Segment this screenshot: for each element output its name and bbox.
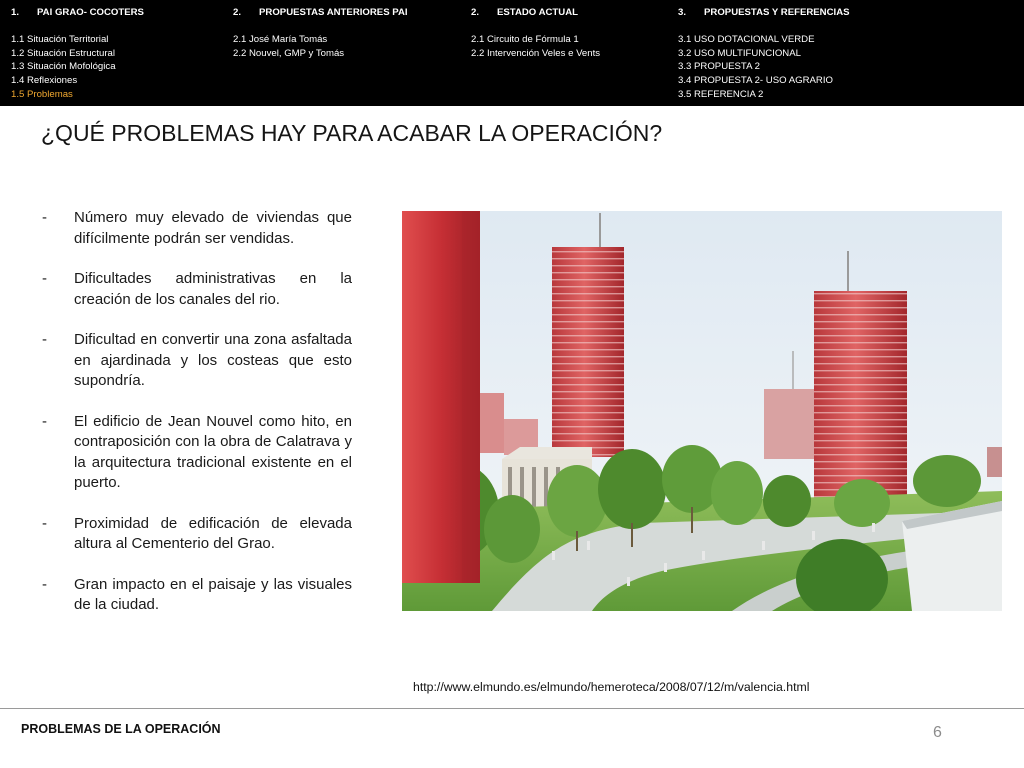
problem-item: [42, 208, 352, 249]
problem-text: Dificultad en convertir una zona asfaltada en ajardinada y los costeas que esto supondría.: [74, 331, 352, 389]
problem-text: Número muy elevado de viviendas que difícilmente podrán ser vendidas.: [74, 209, 352, 247]
architectural-rendering-image: [402, 211, 1002, 611]
nav-item[interactable]: 3.5 REFERENCIA 2: [678, 88, 764, 100]
nav-item[interactable]: 3.3 PROPUESTA 2: [678, 61, 760, 73]
nav-item[interactable]: 2.1 José María Tomás: [233, 34, 328, 46]
bullet-dash: -: [42, 270, 47, 287]
problem-item: [42, 575, 352, 616]
nav-item[interactable]: 1.3 Situación Mofológica: [11, 61, 116, 73]
nav-item-active[interactable]: 1.5 Problemas: [11, 88, 73, 100]
nav-section-title: PROPUESTAS Y REFERENCIAS: [704, 7, 850, 18]
problem-text: El edificio de Jean Nouvel como hito, en contraposición con la obra de Calatrava y la arquitectura tradicional existente en el puerto.: [74, 412, 352, 491]
nav-section-number: 2.: [471, 7, 480, 18]
problem-item: [42, 269, 352, 310]
nav-section-heading[interactable]: [471, 6, 600, 20]
nav-item[interactable]: 1.4 Reflexiones: [11, 74, 78, 86]
nav-section-title: PROPUESTAS ANTERIORES PAI: [259, 7, 408, 18]
nav-item[interactable]: 1.1 Situación Territorial: [11, 34, 109, 46]
nav-section-title: PAI GRAO- COCOTERS: [37, 7, 144, 18]
nav-item[interactable]: 3.4 PROPUESTA 2- USO AGRARIO: [678, 74, 833, 86]
problem-text: Proximidad de edificación de elevada altura al Cementerio del Grao.: [74, 514, 352, 552]
nav-section-heading[interactable]: [678, 6, 850, 20]
nav-section-number: 2.: [233, 7, 242, 18]
nav-section-heading[interactable]: [233, 6, 408, 20]
nav-section-title: ESTADO ACTUAL: [497, 7, 579, 18]
nav-section-heading[interactable]: [11, 6, 144, 20]
top-nav-bar: [0, 0, 1024, 106]
bullet-dash: -: [42, 575, 47, 593]
problem-item: [42, 412, 352, 494]
problem-item: [42, 330, 352, 392]
nav-item[interactable]: 3.2 USO MULTIFUNCIONAL: [678, 47, 801, 59]
page-number: 6: [933, 724, 942, 741]
nav-item[interactable]: 1.2 Situación Estructural: [11, 47, 115, 59]
nav-section-2: [233, 6, 408, 60]
nav-item[interactable]: 2.1 Circuito de Fórmula 1: [471, 34, 579, 46]
problem-text: Dificultades administrativas en la creación de los canales del rio.: [74, 270, 352, 308]
source-url[interactable]: http://www.elmundo.es/elmundo/hemeroteca/2008/07/12/m/valencia.html: [413, 680, 810, 694]
problem-list: [42, 208, 352, 636]
footer-divider: [0, 708, 1024, 709]
bullet-dash: -: [42, 514, 47, 532]
footer-section-title: PROBLEMAS DE LA OPERACIÓN: [21, 722, 221, 736]
nav-item[interactable]: 2.2 Intervención Veles e Vents: [471, 47, 601, 59]
problem-text: Gran impacto en el paisaje y las visuales de la ciudad.: [74, 575, 352, 613]
nav-section-1: [11, 6, 144, 101]
problem-item: [42, 514, 352, 555]
nav-section-3: [471, 6, 600, 60]
nav-section-number: 1.: [11, 7, 20, 18]
bullet-dash: -: [42, 331, 47, 348]
bullet-dash: -: [42, 412, 47, 430]
nav-section-number: 3.: [678, 7, 687, 18]
nav-section-4: [678, 6, 850, 101]
slide-title: ¿QUÉ PROBLEMAS HAY PARA ACABAR LA OPERACIÓN?: [41, 120, 663, 146]
nav-item[interactable]: 2.2 Nouvel, GMP y Tomás: [233, 47, 345, 59]
nav-item[interactable]: 3.1 USO DOTACIONAL VERDE: [678, 34, 815, 46]
bullet-dash: -: [42, 209, 47, 226]
